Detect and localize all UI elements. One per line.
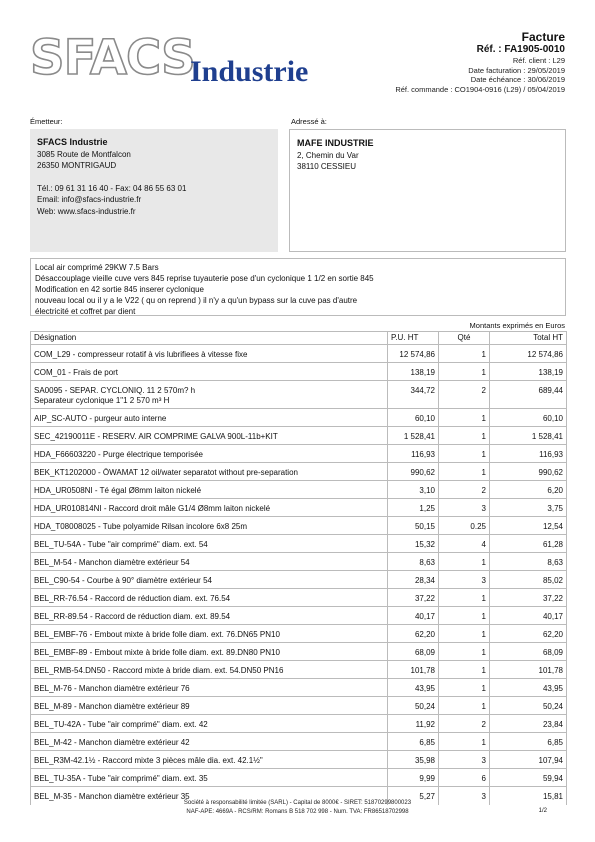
cell-pu: 60,10 bbox=[388, 409, 439, 427]
designation-text: BEL_RR-76.54 - Raccord de réduction diam. ext. 76.54 bbox=[34, 594, 231, 603]
cell-pu: 116,93 bbox=[388, 445, 439, 463]
designation-text: BEL_M-54 - Manchon diamètre extérieur 54 bbox=[34, 558, 190, 567]
cell-pu: 15,32 bbox=[388, 535, 439, 553]
cell-total: 3,75 bbox=[490, 499, 567, 517]
cell-qte: 1 bbox=[439, 345, 490, 363]
designation-text: BEL_EMBF-76 - Embout mixte à bride folle diam. ext. 76.DN65 PN10 bbox=[34, 630, 280, 639]
col-qte: Qté bbox=[439, 332, 490, 345]
note-line: nouveau local ou il y a le V22 ( qu on reprend ) il n'y a qu'un bypass sur la cuve pas d'autre bbox=[35, 296, 358, 305]
invoice-ref: Réf. : FA1905-0010 bbox=[476, 44, 565, 55]
table-row bbox=[31, 679, 567, 697]
cell-total: 37,22 bbox=[490, 589, 567, 607]
table-row bbox=[31, 625, 567, 643]
logo-industrie-text: Industrie bbox=[190, 55, 309, 88]
cell-qte: 1 bbox=[439, 661, 490, 679]
cell-total: 60,10 bbox=[490, 409, 567, 427]
invoice-lines-table bbox=[30, 331, 567, 805]
footer-line-2: NAF-APE: 4669A - RCS/RM: Romans B 518 702 998 - Num. TVA: FR86518702998 bbox=[186, 808, 409, 815]
cell-designation bbox=[31, 517, 388, 535]
table-header-row bbox=[31, 332, 567, 345]
page-number: 1/2 bbox=[538, 808, 547, 814]
table-row bbox=[31, 427, 567, 445]
cell-qte: 4 bbox=[439, 535, 490, 553]
cell-qte: 1 bbox=[439, 445, 490, 463]
note-line: Local air comprimé 29KW 7.5 Bars bbox=[35, 263, 159, 272]
cell-pu: 11,92 bbox=[388, 715, 439, 733]
designation-text: AIP_SC-AUTO - purgeur auto interne bbox=[34, 414, 167, 423]
cell-total: 50,24 bbox=[490, 697, 567, 715]
emetteur-phone: Tél.: 09 61 31 16 40 - Fax: 04 86 55 63 01 bbox=[37, 183, 187, 193]
table-row bbox=[31, 589, 567, 607]
table-row bbox=[31, 643, 567, 661]
table-row bbox=[31, 535, 567, 553]
cell-qte: 1 bbox=[439, 427, 490, 445]
cell-pu: 1 528,41 bbox=[388, 427, 439, 445]
invoice-title: Facture bbox=[521, 30, 565, 44]
table-row bbox=[31, 517, 567, 535]
designation-text: HDA_T08008025 - Tube polyamide Rilsan incolore 6x8 25m bbox=[34, 522, 248, 531]
table-row bbox=[31, 769, 567, 787]
cell-total: 62,20 bbox=[490, 625, 567, 643]
cell-designation bbox=[31, 481, 388, 499]
cell-qte: 1 bbox=[439, 363, 490, 381]
designation-text: BEL_M-42 - Manchon diamètre extérieur 42 bbox=[34, 738, 190, 747]
cell-designation bbox=[31, 499, 388, 517]
cell-qte: 2 bbox=[439, 381, 490, 409]
logo-sfacs-text: SFACS bbox=[30, 30, 195, 86]
cell-designation bbox=[31, 409, 388, 427]
cell-qte: 2 bbox=[439, 715, 490, 733]
cell-designation bbox=[31, 345, 388, 363]
cell-designation bbox=[31, 751, 388, 769]
designation-text: BEL_R3M-42.1½ - Raccord mixte 3 pièces mâle dia. ext. 42.1½" bbox=[34, 756, 263, 765]
cell-designation bbox=[31, 661, 388, 679]
cell-qte: 3 bbox=[439, 787, 490, 805]
cell-total: 12 574,86 bbox=[490, 345, 567, 363]
cell-pu: 68,09 bbox=[388, 643, 439, 661]
note-line: électricité et coffret par dient bbox=[35, 307, 136, 316]
designation-text: BEL_TU-42A - Tube "air comprimé" diam. ext. 42 bbox=[34, 720, 208, 729]
cell-designation bbox=[31, 643, 388, 661]
cell-pu: 40,17 bbox=[388, 607, 439, 625]
cell-total: 689,44 bbox=[490, 381, 567, 409]
cell-pu: 1,25 bbox=[388, 499, 439, 517]
cell-designation bbox=[31, 769, 388, 787]
cell-pu: 3,10 bbox=[388, 481, 439, 499]
cell-designation bbox=[31, 697, 388, 715]
cell-pu: 12 574,86 bbox=[388, 345, 439, 363]
client-ref: Réf. client : L29 bbox=[512, 56, 565, 65]
designation-text: HDA_UR0508NI - Té égal Ø8mm laiton nickelé bbox=[34, 486, 202, 495]
cell-total: 116,93 bbox=[490, 445, 567, 463]
cell-total: 61,28 bbox=[490, 535, 567, 553]
note-line: Modification en 42 sortie 845 inserer cyclonique bbox=[35, 285, 204, 294]
table-row bbox=[31, 661, 567, 679]
table-row bbox=[31, 481, 567, 499]
invoice-header bbox=[395, 30, 565, 94]
cell-qte: 6 bbox=[439, 769, 490, 787]
cell-total: 12,54 bbox=[490, 517, 567, 535]
client-address-1: 2, Chemin du Var bbox=[297, 150, 359, 160]
emetteur-address-2: 26350 MONTRIGAUD bbox=[37, 161, 117, 170]
designation-text: SA0095 - SEPAR. CYCLONIQ. 11 2 570m? h bbox=[34, 386, 196, 395]
cell-pu: 138,19 bbox=[388, 363, 439, 381]
cell-qte: 1 bbox=[439, 589, 490, 607]
designation-text: COM_01 - Frais de port bbox=[34, 368, 119, 377]
order-ref: Réf. commande : CO1904-0916 (L29) / 05/04/2019 bbox=[395, 84, 565, 94]
table-row bbox=[31, 607, 567, 625]
table-row bbox=[31, 363, 567, 381]
table-row bbox=[31, 409, 567, 427]
cell-pu: 101,78 bbox=[388, 661, 439, 679]
cell-designation bbox=[31, 553, 388, 571]
cell-total: 990,62 bbox=[490, 463, 567, 481]
emetteur-name: SFACS Industrie bbox=[37, 137, 108, 147]
date-echeance: Date échéance : 30/06/2019 bbox=[470, 75, 565, 84]
cell-designation bbox=[31, 535, 388, 553]
cell-designation bbox=[31, 733, 388, 751]
cell-designation bbox=[31, 679, 388, 697]
table-row bbox=[31, 715, 567, 733]
col-total: Total HT bbox=[490, 332, 567, 345]
cell-total: 1 528,41 bbox=[490, 427, 567, 445]
cell-qte: 0.25 bbox=[439, 517, 490, 535]
cell-pu: 43,95 bbox=[388, 679, 439, 697]
cell-total: 101,78 bbox=[490, 661, 567, 679]
col-pu: P.U. HT bbox=[388, 332, 439, 345]
designation-text: HDA_F66603220 - Purge électrique temporisée bbox=[34, 450, 203, 459]
table-row bbox=[31, 445, 567, 463]
cell-pu: 8,63 bbox=[388, 553, 439, 571]
cell-qte: 1 bbox=[439, 409, 490, 427]
cell-total: 6,85 bbox=[490, 733, 567, 751]
cell-qte: 1 bbox=[439, 643, 490, 661]
cell-designation bbox=[31, 463, 388, 481]
designation-text: HDA_UR010814NI - Raccord droit mâle G1/4 Ø8mm laiton nickelé bbox=[34, 504, 271, 513]
cell-pu: 990,62 bbox=[388, 463, 439, 481]
cell-total: 40,17 bbox=[490, 607, 567, 625]
designation-detail: Separateur cyclonique 1"1 2 570 m³ H bbox=[34, 396, 170, 405]
client-address-2: 38110 CESSIEU bbox=[297, 162, 356, 171]
cell-designation bbox=[31, 571, 388, 589]
cell-total: 85,02 bbox=[490, 571, 567, 589]
table-row bbox=[31, 751, 567, 769]
invoice-notes bbox=[30, 258, 566, 316]
designation-text: BEL_M-35 - Manchon diamètre extérieur 35 bbox=[34, 792, 190, 801]
table-row bbox=[31, 381, 567, 409]
emetteur-email: Email: info@sfacs-industrie.fr bbox=[37, 195, 142, 204]
cell-pu: 6,85 bbox=[388, 733, 439, 751]
adresse-label: Adressé à: bbox=[291, 117, 327, 126]
cell-designation bbox=[31, 625, 388, 643]
cell-pu: 50,15 bbox=[388, 517, 439, 535]
company-logo bbox=[30, 30, 320, 88]
note-line: Désaccouplage vieille cuve vers 845 reprise tuyauterie pose d'un cyclonique 1 1/2 en sortie 845 bbox=[35, 274, 374, 283]
cell-qte: 1 bbox=[439, 733, 490, 751]
table-row bbox=[31, 733, 567, 751]
cell-designation bbox=[31, 589, 388, 607]
designation-text: BEL_C90-54 - Courbe à 90° diamètre extérieur 54 bbox=[34, 576, 212, 585]
cell-qte: 1 bbox=[439, 625, 490, 643]
cell-qte: 1 bbox=[439, 463, 490, 481]
emetteur-web: Web: www.sfacs-industrie.fr bbox=[37, 206, 136, 216]
designation-text: COM_L29 - compresseur rotatif à vis lubrifiees à vitesse fixe bbox=[34, 350, 248, 359]
cell-designation bbox=[31, 445, 388, 463]
cell-total: 6,20 bbox=[490, 481, 567, 499]
cell-qte: 3 bbox=[439, 499, 490, 517]
cell-pu: 9,99 bbox=[388, 769, 439, 787]
cell-designation bbox=[31, 381, 388, 409]
adresse-box bbox=[289, 129, 566, 252]
cell-total: 15,81 bbox=[490, 787, 567, 805]
cell-pu: 50,24 bbox=[388, 697, 439, 715]
table-row bbox=[31, 571, 567, 589]
designation-text: BEL_EMBF-89 - Embout mixte à bride folle diam. ext. 89.DN80 PN10 bbox=[34, 648, 280, 657]
cell-total: 23,84 bbox=[490, 715, 567, 733]
emetteur-address-1: 3085 Route de Montfalcon bbox=[37, 149, 131, 159]
emetteur-label: Émetteur: bbox=[30, 117, 63, 126]
cell-total: 43,95 bbox=[490, 679, 567, 697]
cell-qte: 2 bbox=[439, 481, 490, 499]
designation-text: BEL_TU-54A - Tube "air comprimé" diam. ext. 54 bbox=[34, 540, 208, 549]
cell-total: 138,19 bbox=[490, 363, 567, 381]
designation-text: BEL_TU-35A - Tube "air comprimé" diam. ext. 35 bbox=[34, 774, 208, 783]
cell-total: 59,94 bbox=[490, 769, 567, 787]
cell-qte: 3 bbox=[439, 571, 490, 589]
designation-text: BEL_M-76 - Manchon diamètre extérieur 76 bbox=[34, 684, 190, 693]
cell-designation bbox=[31, 607, 388, 625]
client-name: MAFE INDUSTRIE bbox=[297, 138, 374, 148]
cell-designation bbox=[31, 427, 388, 445]
table-row bbox=[31, 463, 567, 481]
cell-pu: 62,20 bbox=[388, 625, 439, 643]
designation-text: SEC_42190011E - RESERV. AIR COMPRIME GALVA 900L-11b+KIT bbox=[34, 432, 278, 441]
designation-text: BEK_KT1202000 - ÖWAMAT 12 oil/water separatot without pre-separation bbox=[34, 468, 298, 477]
table-row bbox=[31, 553, 567, 571]
table-row bbox=[31, 499, 567, 517]
cell-pu: 5,27 bbox=[388, 787, 439, 805]
designation-text: BEL_RMB-54.DN50 - Raccord mixte à bride diam. ext. 54.DN50 PN16 bbox=[34, 666, 284, 675]
emetteur-box bbox=[30, 129, 278, 252]
cell-qte: 3 bbox=[439, 751, 490, 769]
cell-designation bbox=[31, 715, 388, 733]
cell-qte: 1 bbox=[439, 607, 490, 625]
currency-note: Montants exprimés en Euros bbox=[469, 321, 565, 330]
cell-pu: 37,22 bbox=[388, 589, 439, 607]
cell-designation bbox=[31, 363, 388, 381]
table-row bbox=[31, 345, 567, 363]
legal-footer bbox=[0, 799, 595, 816]
date-facturation: Date facturation : 29/05/2019 bbox=[468, 65, 565, 75]
cell-pu: 35,98 bbox=[388, 751, 439, 769]
cell-total: 107,94 bbox=[490, 751, 567, 769]
cell-pu: 28,34 bbox=[388, 571, 439, 589]
cell-qte: 1 bbox=[439, 679, 490, 697]
cell-qte: 1 bbox=[439, 553, 490, 571]
designation-text: BEL_M-89 - Manchon diamètre extérieur 89 bbox=[34, 702, 190, 711]
table-row bbox=[31, 697, 567, 715]
designation-text: BEL_RR-89.54 - Raccord de réduction diam. ext. 89.54 bbox=[34, 612, 231, 621]
footer-line-1: Société à responsabilité limitée (SARL) - Capital de 8000€ - SIRET: 51870299800023 bbox=[183, 800, 412, 806]
cell-qte: 1 bbox=[439, 697, 490, 715]
cell-pu: 344,72 bbox=[388, 381, 439, 409]
col-designation: Désignation bbox=[31, 332, 388, 345]
cell-total: 68,09 bbox=[490, 643, 567, 661]
cell-total: 8,63 bbox=[490, 553, 567, 571]
